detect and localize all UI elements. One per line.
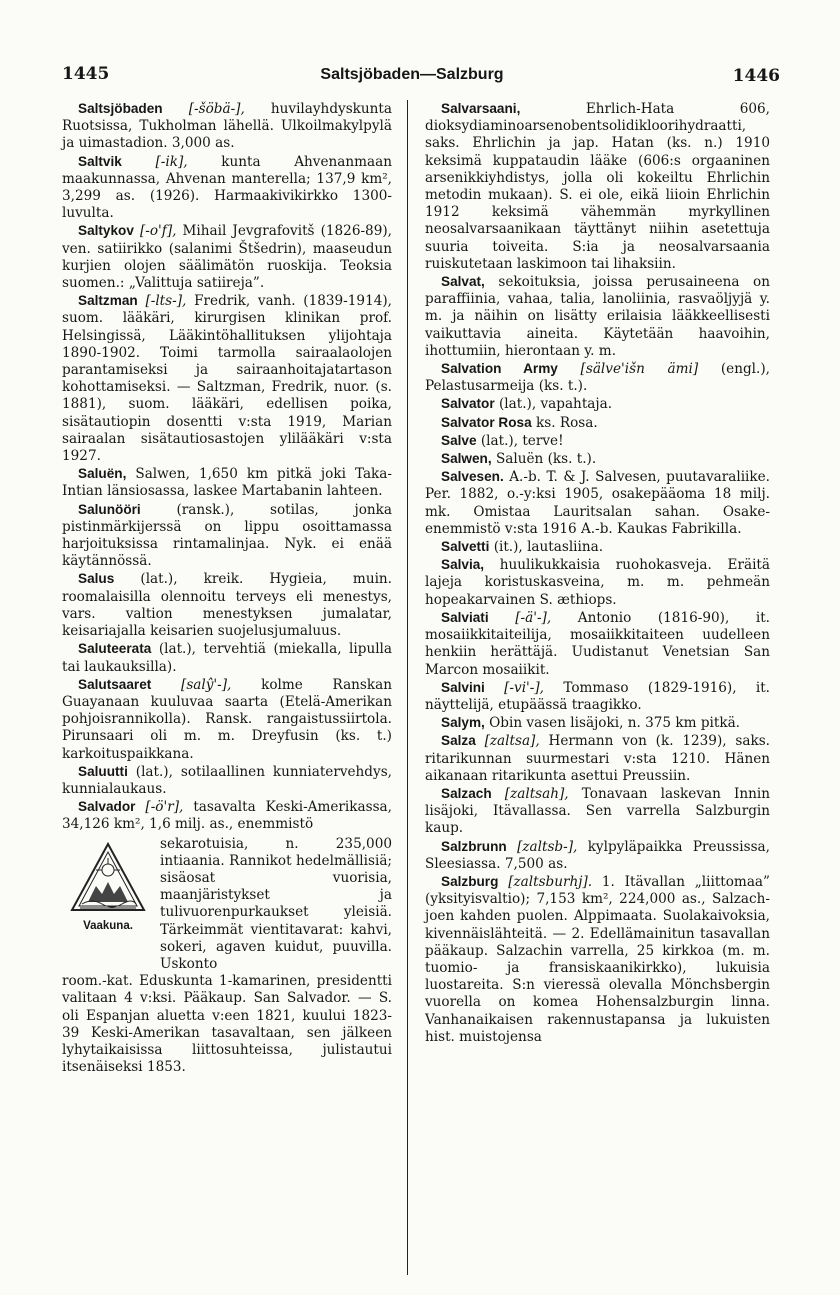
page-header — [62, 64, 780, 94]
entry-salvator-rosa: Salvator Rosa ks. Rosa. — [441, 414, 598, 431]
entry-salvat: Salvat, sekoituksia, joissa perusaineena on paraffiinia, vahaa, talia, lanoliinia, rasvaöljyjä y. m. ja näihin on lisätty erilaisia lääkkeellisesti vaikuttavia aineita. Käytetään haavoihin, ihottumiin, hierontaan y. m. — [425, 274, 770, 359]
entry-salvarsaani: Salvarsaani, Ehrlich-Hata 606, dioksydiaminoarsenobentsolidikloorihydraatti, saks. Ehrlichin ja jap. Hatan (ks. n.) 1910 keksimä kuppataudin lääke (606:s orgaaninen arsenikkiyhdistys, jolla oli kokeiltu Ehrlichin metodin mukaan). S. ei ole, eikä liioin Ehrlichin 1912 keksimä vähemmän myrkyllinen neosalvarsaanikaan täyttänyt niihin asetettuja suuria toiveita. S:ia ja neosalvarsaania ruiskutetaan laskimoon tai lihaksiin. — [425, 101, 771, 272]
column-divider — [407, 100, 408, 1275]
entry-salve: Salve (lat.), terve! — [441, 432, 564, 449]
salvador-continuation: room.-kat. Eduskunta 1-kamarinen, presidentti valitaan 4 v:ksi. Pääkaup. San Salvador. — S. oli Espanjan aluetta v:een 1821, kuului 1823-39 Keski-Amerikan tasavaltaan, sen jälkeen lyhytaikaisissa liittosuhteissa, julistautui itsenäiseksi 1853. — [62, 973, 392, 1076]
page-number-right: 1446 — [732, 66, 780, 86]
entry-saltykov: Saltykov [-o'f], Mihail Jevgrafovitš (1826-89), ven. satiirikko (salanimi Štšedrin), maaseudun kurjien olojen säälimätön ruoskija. Teoksia suomen.: „Valittuja satiireja”. — [62, 223, 392, 292]
entry-salviati: Salviati [-ä'-], Antonio (1816-90), it. mosaiikkitaiteilija, mosaiikkitaiteen uudelleen henkiin herättäjä. Uudistanut Venetsian San Marcon mosaiikit. — [425, 609, 770, 678]
entry-salus: Salus (lat.), kreik. Hygieia, muin. roomalaisilla olennoitu terveys eli menestys, vars. valtion menestyksen jumalatar, keisariajalla keisarien suojelusjumaluus. — [62, 571, 392, 640]
entry-salza: Salza [zaltsa], Hermann von (k. 1239), saks. ritarikunnan suurmestari v:sta 1210. Hänen aikanaan ritarikunta asettui Preussiin. — [425, 733, 770, 784]
entry-salwen: Salwen, Saluën (ks. t.). — [441, 451, 597, 468]
entry-salym: Salym, Obin vasen lisäjoki, n. 375 km pitkä. — [441, 715, 740, 732]
entry-salvini: Salvini [-vi'-], Tommaso (1829-1916), it. näyttelijä, etupäässä traagikko. — [425, 679, 770, 713]
entry-salvation-army: Salvation Army [sälve'išn ämi] (engl.), Pelastusarmeija (ks. t.). — [425, 361, 770, 395]
salvador-side-text: sekarotuisia, n. 235,000 intiaania. Rannikot hedelmällisiä; sisäosat vuorisia, maanjäristykset ja tulivuorenpurkaukset yleisiä. Tärkeimmät vientitavarat: kahvi, sokeri, agaven kuidut, puuvilla. Uskonto — [160, 835, 392, 972]
entry-saluen: Saluën, Salwen, 1,650 km pitkä joki Taka-Intian länsiosassa, laskee Martabanin lahteen. — [62, 466, 392, 500]
entry-saltvik: Saltvik [-ik], kunta Ahvenanmaan maakunnassa, Ahvenan manterella; 137,9 km², 3,299 as. (1926). Harmaakivikirkko 1300-luvulta. — [62, 153, 392, 222]
page-number-left: 1445 — [62, 64, 110, 84]
right-column — [425, 100, 770, 1046]
entry-salvesen: Salvesen. A.-b. T. & J. Salvesen, puutavaraliike. Per. 1882, o.-y:ksi 1905, osakepääoma 18 milj. mk. Omistaa Lauritsalan sahan. Osake-enemmistö v:sta 1916 A.-b. Kaukas Fabrikilla. — [425, 469, 770, 537]
entry-salzbrunn: Salzbrunn [zaltsb-], kylpyläpaikka Preussissa, Sleesiassa. 7,500 as. — [425, 838, 770, 872]
coat-of-arms-icon — [68, 840, 148, 916]
entry-saltsjobaden: Saltsjöbaden [-šöbä-], huvilayhdyskunta Ruotsissa, Tukholman lähellä. Ulkoilmakylpylä ja uimastadion. 3,000 as. — [62, 101, 392, 152]
entry-salzburg: Salzburg [zaltsburhj]. 1. Itävallan „liittomaa” (yksityisvaltio); 7,153 km², 224,000 as., Salzach-joen kahden puolen. Alppimaata. Suolakaivoksia, kivennäislähteitä. — 2. Edellämainitun tasavallan pääkaup. Salzachin varrella, 25 kirkkoa (m. m. tuomio- ja fransiskaanikirkko), lukuisia luostareita. S:n vieressä olevalla Mönchsbergin vuorella on komea Hohensalzburgin linna. Vanhanaikaisen rakennustapansa ja lukuisten hist. muistojensa — [425, 873, 770, 1045]
entry-salvetti: Salvetti (it.), lautasliina. — [441, 539, 604, 556]
salvador-emblem-block — [62, 836, 392, 974]
left-column — [62, 100, 392, 1076]
entry-salunoori: Salunööri (ransk.), sotilas, jonka pistinmärkijerssä on lippu osoittamassa harjoituksissa rintamalinjaa. Nyk. ei enää käytännössä. — [62, 501, 392, 570]
coat-of-arms — [62, 836, 154, 974]
entry-salvator: Salvator (lat.), vapahtaja. — [441, 396, 613, 413]
running-title: Saltsjöbaden—Salzburg — [320, 66, 504, 83]
entry-salutsaaret: Salutsaaret [salŷ'-], kolme Ranskan Guayanaan kuuluvaa saarta (Etelä-Amerikan pohjoisrannikolla). Ransk. rangaistussiirtola. Pirunsaari oli m. m. Dreyfusin (ks. t.) karkoituspaikkana. — [62, 676, 392, 762]
entry-salvador: Salvador [-ö'r], tasavalta Keski-Amerikassa, 34,126 km², 1,6 milj. as., enemmistö — [62, 799, 392, 833]
entry-salvia: Salvia, huulikukkaisia ruohokasveja. Eräitä lajeja koristuskasveina, m. m. pehmeän hopeakarvainen S. æthiops. — [425, 557, 770, 608]
entry-saltzman: Saltzman [-lts-], Fredrik, vanh. (1839-1914), suom. lääkäri, kirurgisen klinikan prof. Helsingissä, Lääkintöhallituksen ylijohtaja 1890-1902. Toimi tarmolla sairaalaolojen parantamiseksi ja sairaanhoitajatartason kohottamiseksi. — Saltzman, Fredrik, nuor. (s. 1881), suom. lääkäri, edellisen poika, sisätautiopin dosentti v:sta 1919, Marian sairaalan sisätautiosastojen ylilääkäri v:sta 1927. — [62, 293, 392, 465]
entry-salzach: Salzach [zaltsah], Tonavaan laskevan Innin lisäjoki, Itävallassa. Sen varrella Salzburgin kaup. — [425, 785, 771, 837]
coat-of-arms-caption: Vaakuna. — [83, 919, 133, 932]
entry-saluutti: Saluutti (lat.), sotilaallinen kunniatervehdys, kunnialaukaus. — [62, 763, 392, 797]
entry-saluteerata: Saluteerata (lat.), tervehtiä (miekalla, lipulla tai laukauksilla). — [62, 641, 393, 675]
